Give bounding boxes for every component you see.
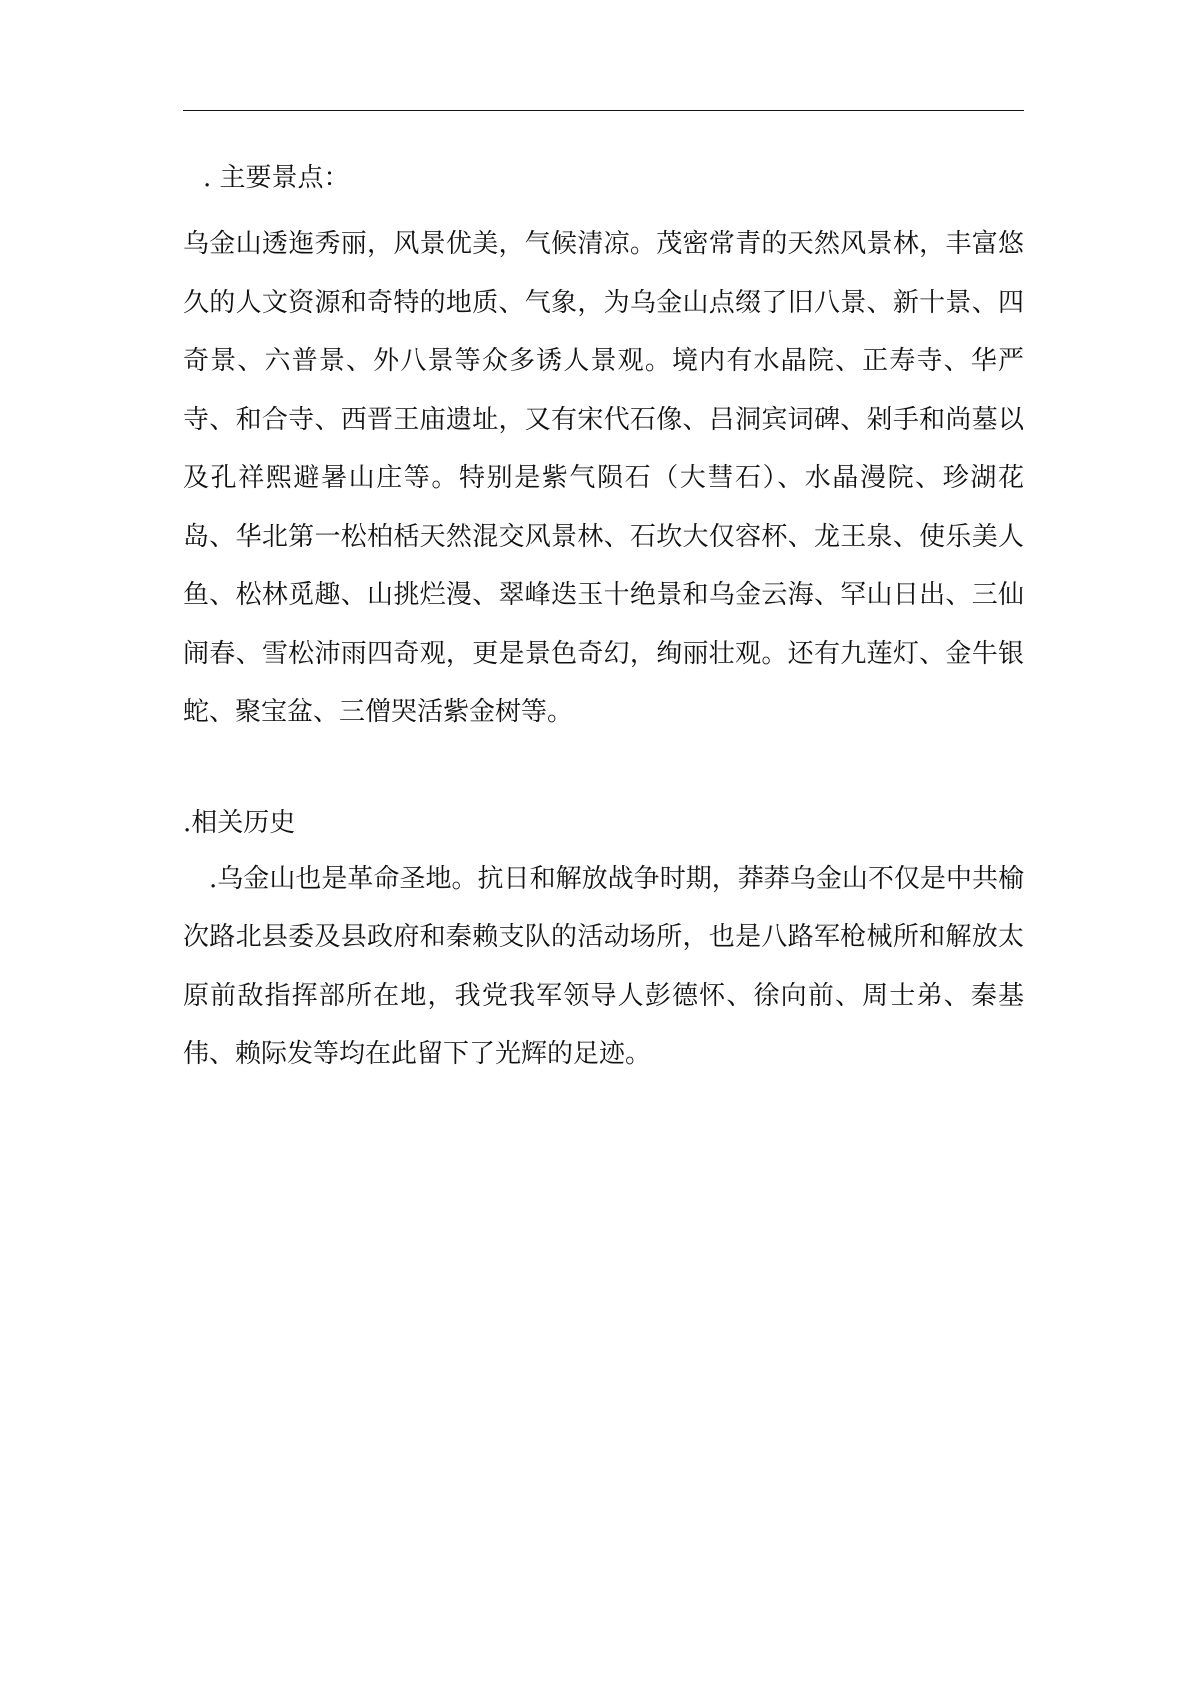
section-spacer xyxy=(183,742,1024,800)
document-content xyxy=(183,155,1024,1084)
paragraph-main-attractions: 乌金山透迤秀丽，风景优美，气候清凉。茂密常青的天然风景林，丰富悠久的人文资源和奇特的地质、气象，为乌金山点缀了旧八景、新十景、四奇景、六普景、外八景等众多诱人景观。境内有水晶院、正寿寺、华严寺、和合寺、西晋王庙遗址，又有宋代石像、吕洞宾词碑、剁手和尚墓以及孔祥熙避暑山庄等。特别是紫气陨石（大彗石）、水晶漫院、珍湖花岛、华北第一松柏栝天然混交风景林、石坎大仅容杯、龙王泉、使乐美人鱼、松林觅趣、山挑烂漫、翠峰迭玉十绝景和乌金云海、罕山日出、三仙闹春、雪松沛雨四奇观，更是景色奇幻，绚丽壮观。还有九莲灯、金牛银蛇、聚宝盆、三僧哭活紫金树等。 xyxy=(183,229,1024,727)
paragraph-history: .乌金山也是革命圣地。抗日和解放战争时期，莽莽乌金山不仅是中共榆次路北县委及县政府和秦赖支队的活动场所，也是八路军枪械所和解放太原前敌指挥部所在地，我党我军领导人彭德怀、徐向前、周士弟、秦基伟、赖际发等均在此留下了光辉的足迹。 xyxy=(183,863,1024,1069)
section-heading-history: .相关历史 xyxy=(183,807,296,838)
section-heading-main-attractions: . 主要景点： xyxy=(203,163,350,193)
header-rule xyxy=(183,110,1024,111)
